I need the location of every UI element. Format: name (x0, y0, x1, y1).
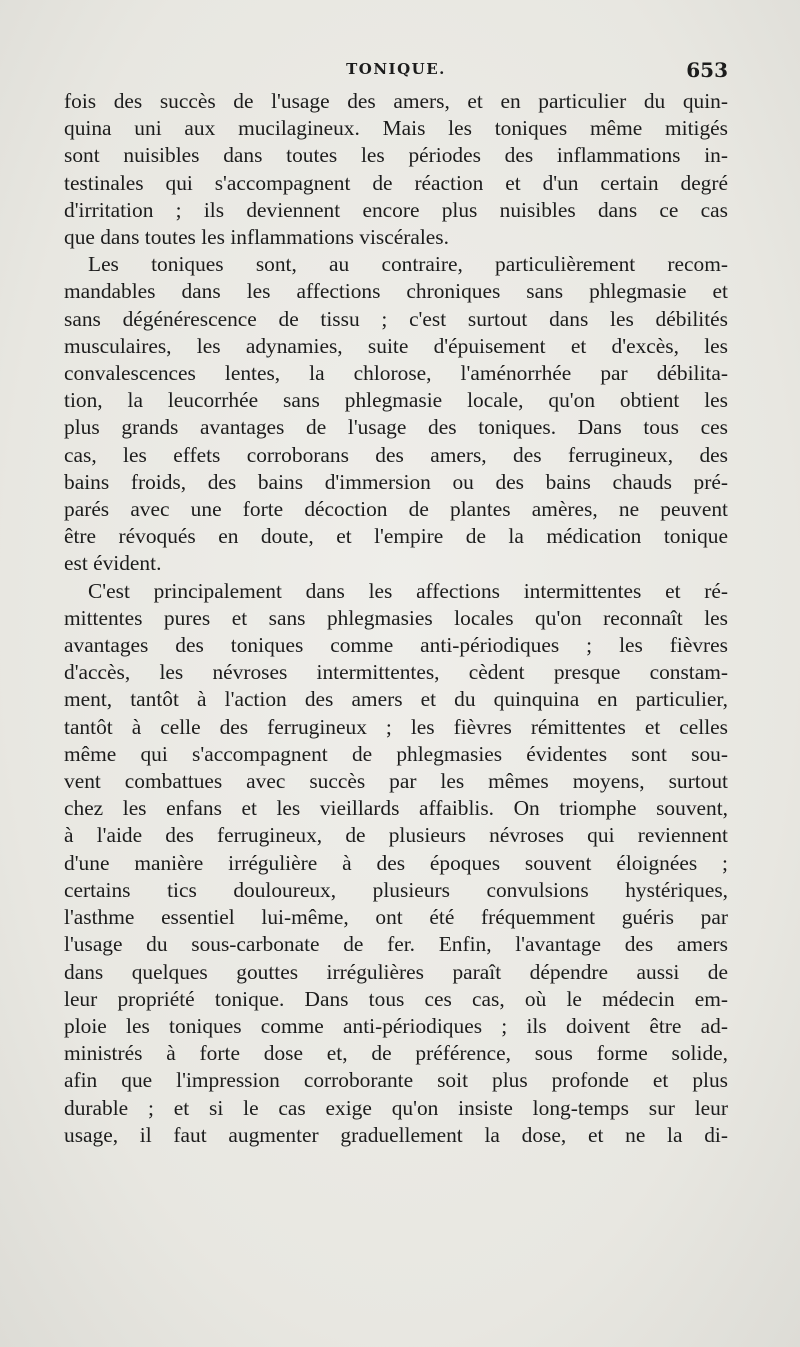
text-line: quina uni aux mucilagineux. Mais les toniques même mitigés (64, 116, 728, 141)
text-line: vent combattues avec succès par les mêmes moyens, surtout (64, 769, 728, 794)
text-line: sont nuisibles dans toutes les périodes des inflammations in- (64, 143, 728, 168)
text-line: testinales qui s'accompagnent de réaction et d'un certain degré (64, 170, 728, 195)
text-line: bains froids, des bains d'immersion ou des bains chauds pré- (64, 469, 728, 494)
text-line: d'irritation ; ils deviennent encore plus nuisibles dans ce cas (64, 197, 728, 222)
text-line: plus grands avantages de l'usage des toniques. Dans tous ces (64, 415, 728, 440)
text-line: avantages des toniques comme anti-périodiques ; les fièvres (64, 633, 728, 658)
text-line: ment, tantôt à l'action des amers et du quinquina en particulier, (64, 687, 728, 712)
text-line: mandables dans les affections chroniques sans phlegmasie et (64, 279, 728, 304)
text-line: fois des succès de l'usage des amers, et en particulier du quin- (64, 89, 728, 113)
text-line: même qui s'accompagnent de phlegmasies évidentes sont sou- (64, 741, 728, 766)
text-line: afin que l'impression corroborante soit plus profonde et plus (64, 1068, 728, 1093)
running-head (64, 58, 728, 84)
text-line: leur propriété tonique. Dans tous ces cas, où le médecin em- (64, 986, 728, 1011)
text-line: convalescences lentes, la chlorose, l'aménorrhée par débilita- (64, 361, 728, 386)
text-line: tion, la leucorrhée sans phlegmasie locale, qu'on obtient les (64, 388, 728, 413)
text-line: que dans toutes les inflammations viscérales. (64, 225, 449, 250)
text-line: est évident. (64, 551, 162, 576)
text-line: chez les enfans et les vieillards affaiblis. On triomphe souvent, (64, 796, 728, 821)
text-line: l'usage du sous-carbonate de fer. Enfin, l'avantage des amers (64, 932, 728, 957)
text-line: sans dégénérescence de tissu ; c'est surtout dans les débilités (64, 306, 728, 331)
text-line: usage, il faut augmenter graduellement la dose, et ne la di- (64, 1122, 728, 1147)
text-line: tantôt à celle des ferrugineux ; les fièvres rémittentes et celles (64, 714, 728, 739)
running-title: TONIQUE. (346, 60, 446, 78)
text-line: être révoqués en doute, et l'empire de la médication tonique (64, 524, 728, 549)
text-line: l'asthme essentiel lui-même, ont été fréquemment guéris par (64, 905, 728, 930)
body-text (64, 88, 728, 1149)
text-line: mittentes pures et sans phlegmasies locales qu'on reconnaît les (64, 605, 728, 630)
text-line: à l'aide des ferrugineux, de plusieurs névroses qui reviennent (64, 823, 728, 848)
text-line: d'une manière irrégulière à des époques souvent éloignées ; (64, 850, 728, 875)
text-line: durable ; et si le cas exige qu'on insiste long-temps sur leur (64, 1095, 728, 1120)
text-line: musculaires, les adynamies, suite d'épuisement et d'excès, les (64, 333, 728, 358)
text-line: d'accès, les névroses intermittentes, cèdent presque constam- (64, 660, 728, 685)
text-line: Les toniques sont, au contraire, particulièrement recom- (88, 252, 728, 277)
text-line: certains tics douloureux, plusieurs convulsions hystériques, (64, 877, 728, 902)
text-line: C'est principalement dans les affections intermittentes et ré- (88, 578, 728, 603)
page-number: 653 (686, 58, 728, 82)
text-line: cas, les effets corroborans des amers, des ferrugineux, des (64, 442, 728, 467)
text-line: parés avec une forte décoction de plantes amères, ne peuvent (64, 497, 728, 522)
text-line: dans quelques gouttes irrégulières paraît dépendre aussi de (64, 959, 728, 984)
text-line: ploie les toniques comme anti-périodiques ; ils doivent être ad- (64, 1013, 728, 1038)
text-line: ministrés à forte dose et, de préférence, sous forme solide, (64, 1041, 728, 1066)
